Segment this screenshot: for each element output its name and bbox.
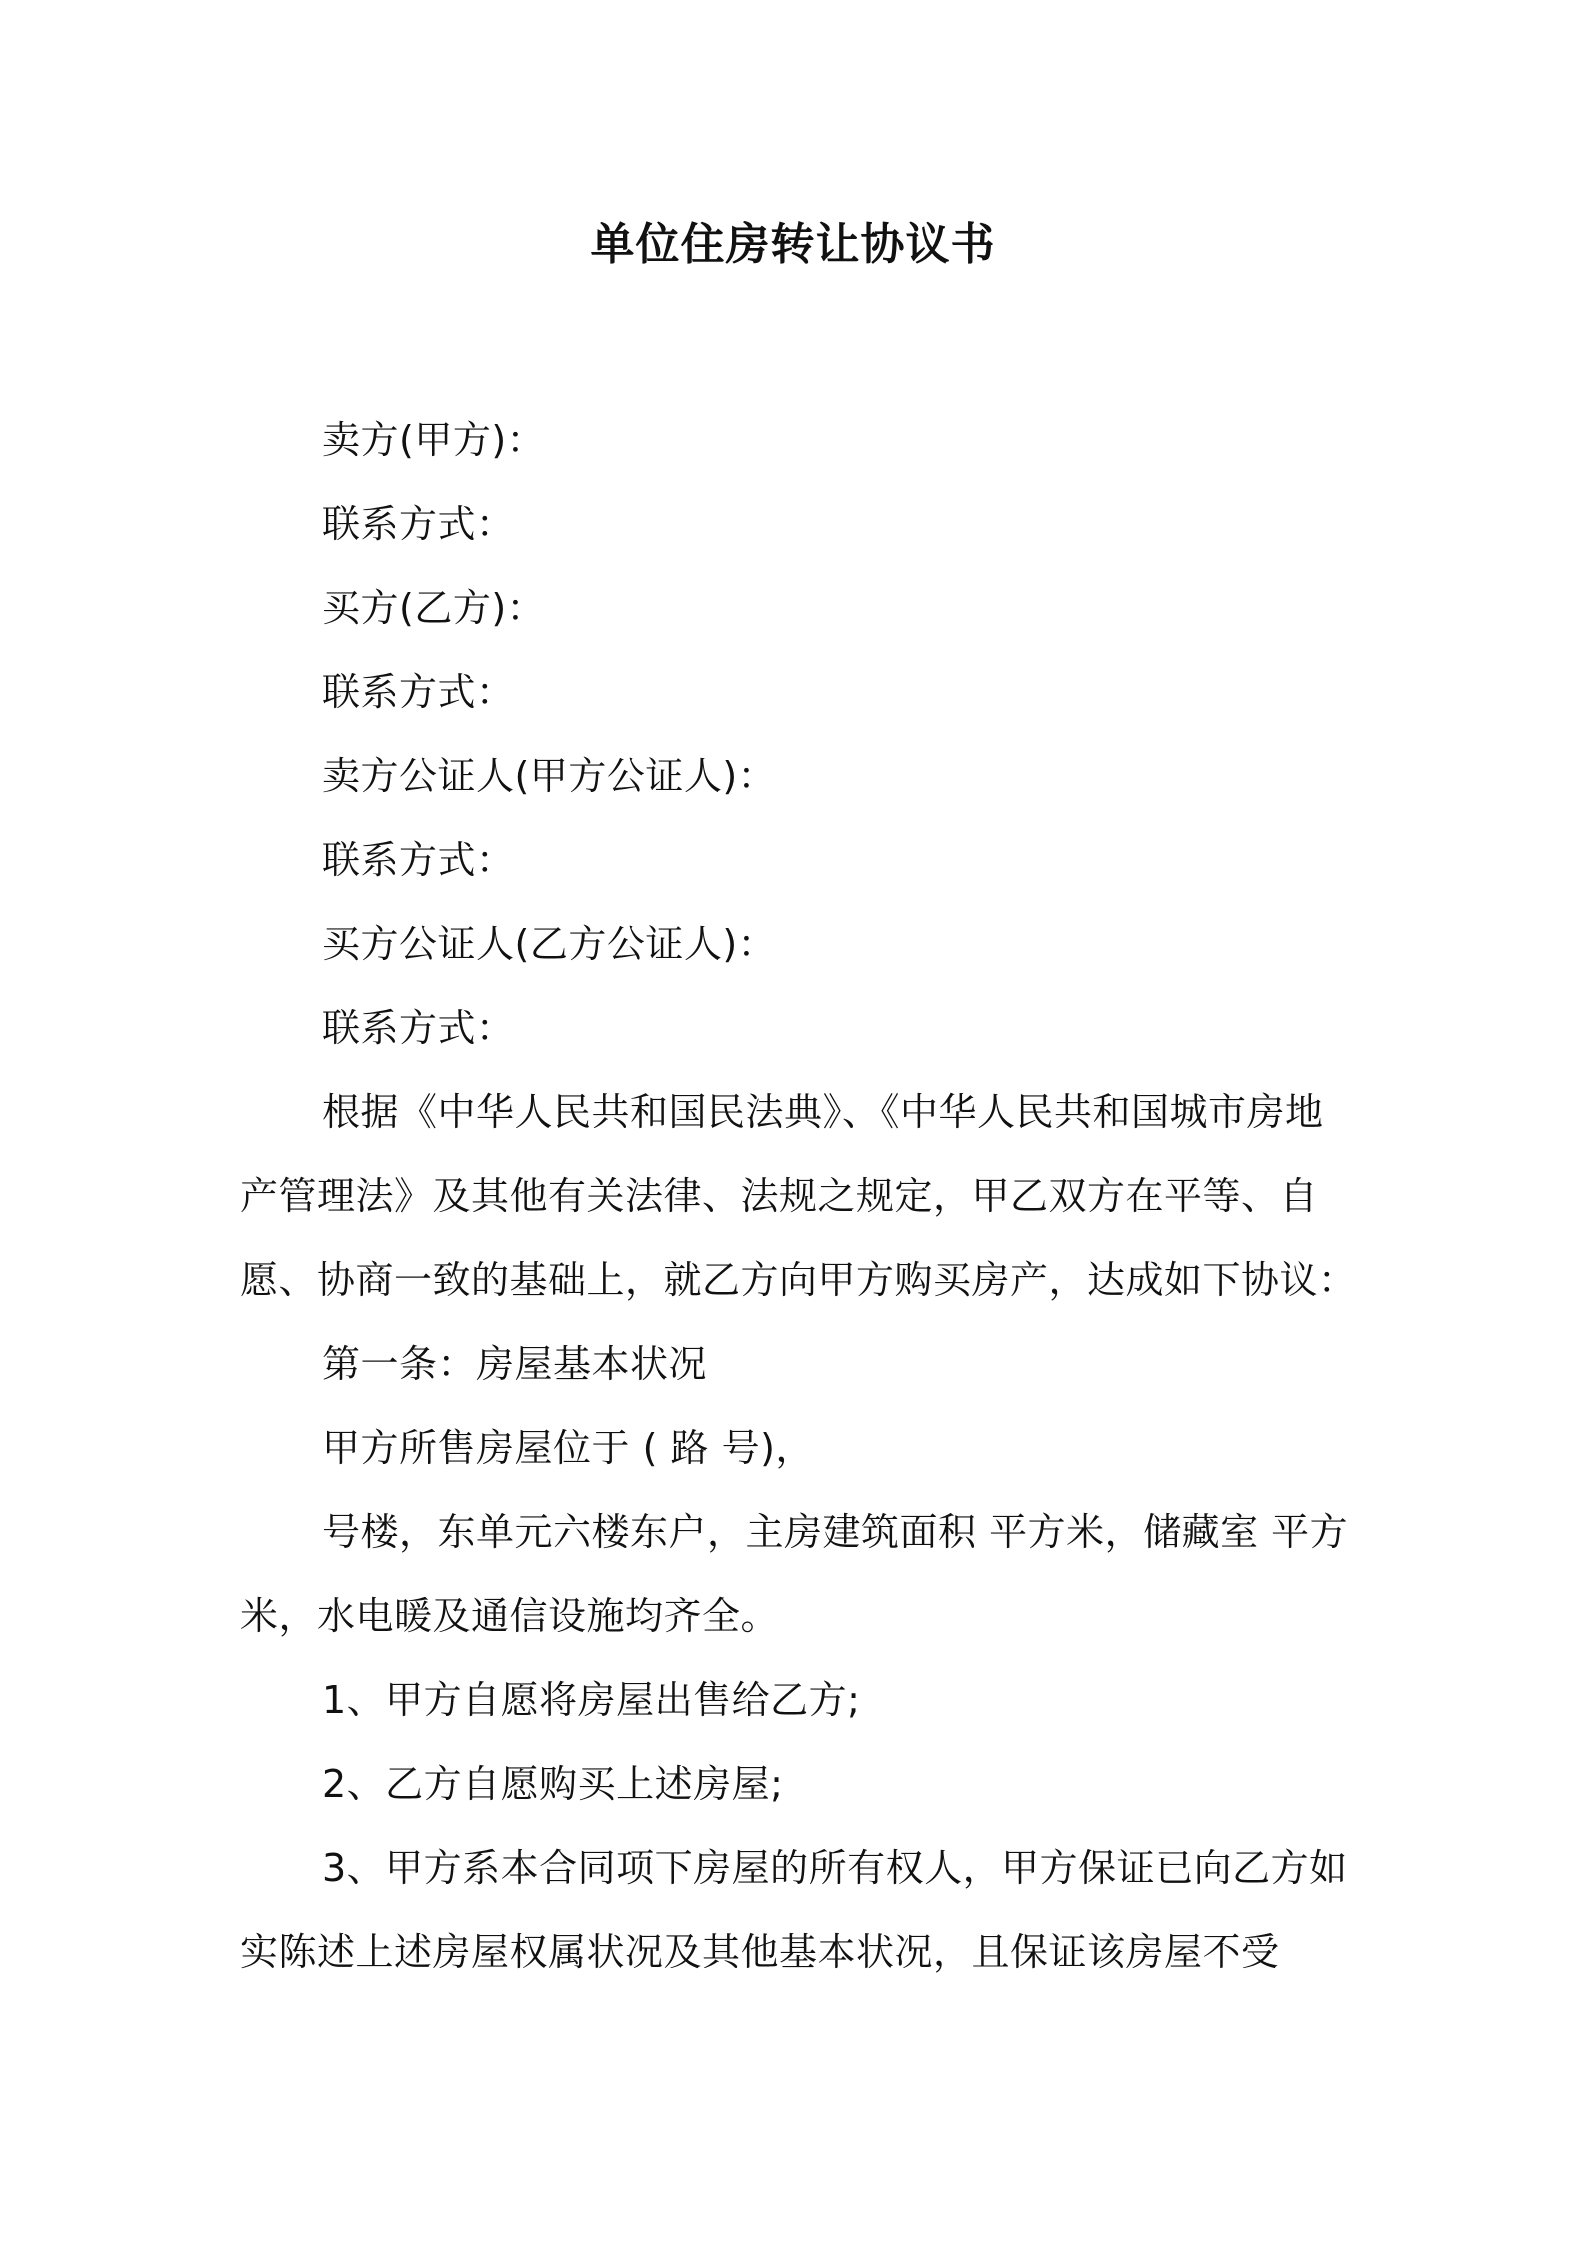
preamble-paragraph: 根据《中华人民共和国民法典》、《中华人民共和国城市房地产管理法》及其他有关法律、法规之规定，甲乙双方在平等、自愿、协商一致的基础上，就乙方向甲方购买房产，达成如下协议： (240, 1090, 1357, 1302)
building-detail-paragraph: 号楼，东单元六楼东户，主房建筑面积 平方米，储藏室 平方米，水电暖及通信设施均齐全。 (240, 1510, 1349, 1638)
buyer-notary-line: 买方公证人(乙方公证人)： (322, 922, 777, 966)
buyer-notary-contact-line: 联系方式： (322, 1006, 515, 1050)
buyer-contact-line: 联系方式： (322, 670, 515, 714)
buyer-line: 买方(乙方)： (322, 586, 546, 630)
document-body (240, 398, 1358, 1994)
clause-item: 3、甲方系本合同项下房屋的所有权人，甲方保证已向乙方如实陈述上述房屋权属状况及其他基本状况，且保证该房屋不受 (240, 1846, 1348, 1974)
seller-notary-line: 卖方公证人(甲方公证人)： (322, 754, 777, 798)
clause-item: 1、甲方自愿将房屋出售给乙方; (322, 1678, 861, 1722)
clause-item: 2、乙方自愿购买上述房屋; (322, 1762, 784, 1806)
location-paragraph: 甲方所售房屋位于 ( 路 号)， (322, 1426, 814, 1470)
seller-notary-contact-line: 联系方式： (322, 838, 515, 882)
article-heading: 第一条：房屋基本状况 (322, 1342, 708, 1386)
seller-contact-line: 联系方式： (322, 502, 515, 546)
seller-line: 卖方(甲方)： (322, 418, 546, 462)
document-title: 单位住房转让协议书 (590, 219, 996, 270)
